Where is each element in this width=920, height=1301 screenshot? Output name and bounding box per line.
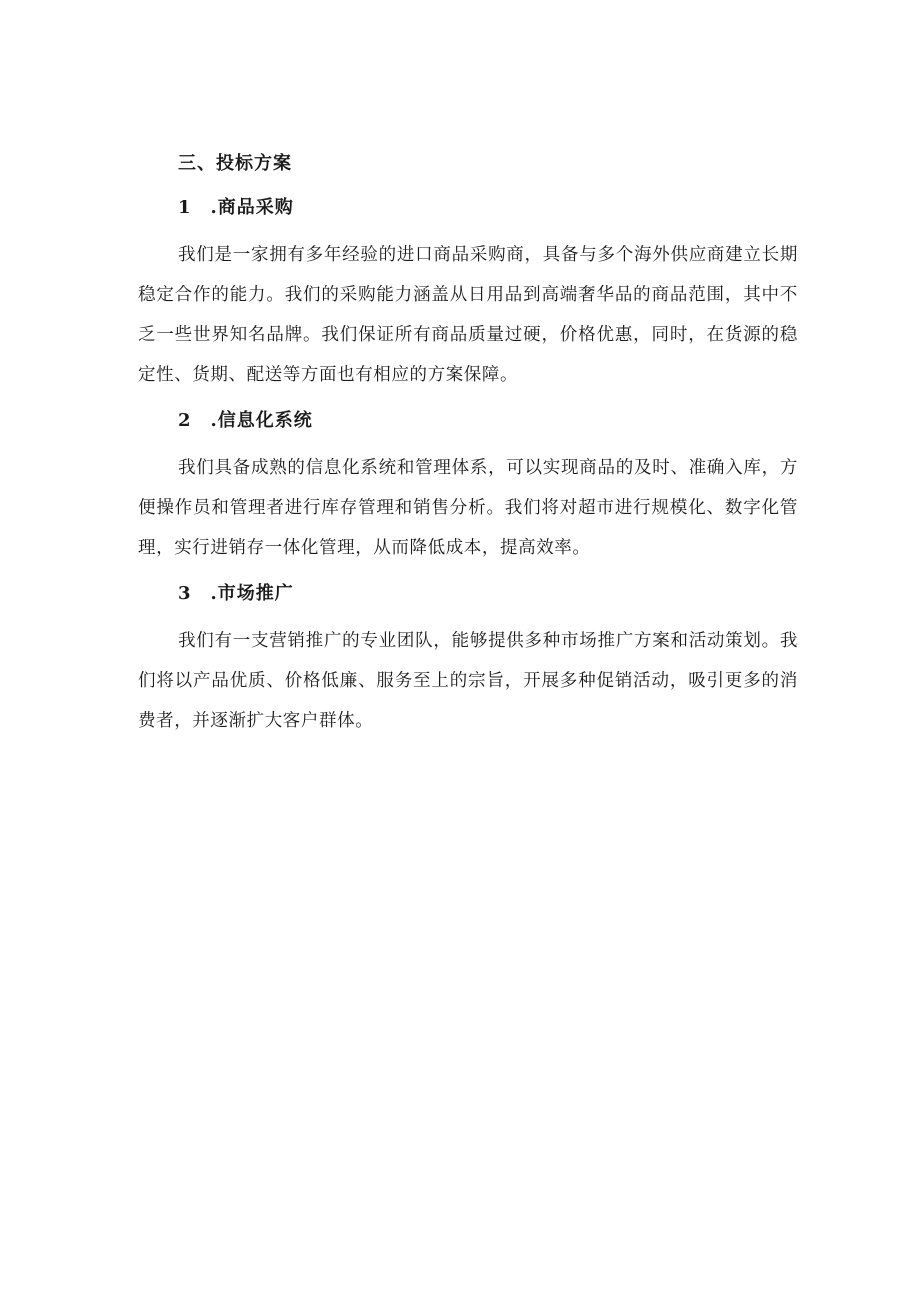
subsection-heading-1: 1 .商品采购 xyxy=(178,197,294,218)
subsection-heading-2: 2 .信息化系统 xyxy=(178,410,313,431)
subsection-paragraph-3: 我们有一支营销推广的专业团队，能够提供多种市场推广方案和活动策划。我们将以产品优质、价格低廉、服务至上的宗旨，开展多种促销活动，吸引更多的消费者，并逐渐扩大客户群体。 xyxy=(138,631,798,731)
subsection-paragraph-2: 我们具备成熟的信息化系统和管理体系，可以实现商品的及时、准确入库，方便操作员和管理者进行库存管理和销售分析。我们将对超市进行规模化、数字化管理，实行进销存一体化管理，从而降低成本，提高效率。 xyxy=(138,458,798,558)
subsection-heading-3: 3 .市场推广 xyxy=(178,583,294,604)
document-body xyxy=(138,152,798,741)
subsection-paragraph-1: 我们是一家拥有多年经验的进口商品采购商，具备与多个海外供应商建立长期稳定合作的能力。我们的采购能力涵盖从日用品到高端奢华品的商品范围，其中不乏一些世界知名品牌。我们保证所有商品质量过硬，价格优惠，同时，在货源的稳定性、货期、配送等方面也有相应的方案保障。 xyxy=(138,245,798,385)
section-title: 三、投标方案 xyxy=(178,153,292,174)
